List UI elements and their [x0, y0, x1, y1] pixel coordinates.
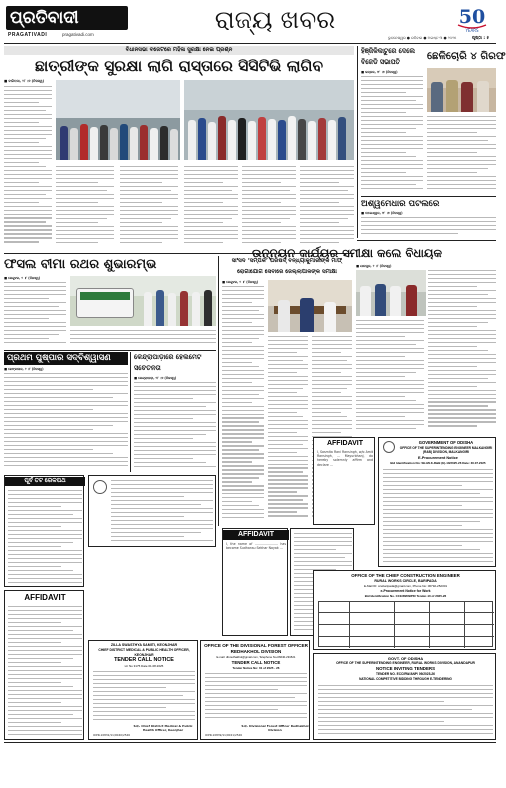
emblem-icon — [383, 441, 395, 453]
masthead — [0, 0, 500, 44]
forest-contact: E-mail: dforedhakhol@gmail.com, Telephone No-06640-291521 — [216, 655, 296, 659]
story5-byline: ■ ଢେଙ୍କାନାଳ, ୨ ।୮ (ନିଜସ୍ୱ) — [4, 367, 44, 371]
story5-body — [4, 373, 128, 470]
govt-title: GOVERNMENT OF ODISHA — [418, 440, 474, 445]
rw-title: GOVT. OF ODISHA — [387, 656, 424, 661]
cce-contact: E-Mail ID: ccebaripada@gmail.com, Phone No: 06792-252301 — [363, 584, 448, 588]
govt-eprocurement-notice — [378, 437, 496, 567]
affidavit-left-body — [8, 606, 82, 738]
forest-tender-notice — [200, 640, 310, 740]
masthead-logo — [6, 6, 128, 30]
page-number: ପୃଷ୍ଠା : ୫ — [472, 35, 490, 40]
rw-body — [318, 685, 493, 739]
story6-headline: କେନ୍ଦ୍ରାପାଡ଼ାରେ ହେଲମେଟ ସଚେତନତା — [134, 353, 202, 372]
divider-right-mid — [361, 196, 496, 197]
divider-story5-6 — [130, 352, 131, 472]
railway-title: ପୂର୍ବ ତଟ ରେଳପଥ — [5, 477, 85, 486]
forest-subtitle: TENDER CALL NOTICE — [231, 660, 281, 665]
logo-text: ପ୍ରତିବାଦୀ — [10, 8, 79, 28]
tender-body — [93, 671, 195, 723]
anniversary-label: YEARS — [465, 28, 479, 33]
divider-story4-top — [357, 240, 496, 241]
bottom-rule — [4, 742, 496, 743]
story3-body-b — [268, 336, 308, 522]
section-title: ରାଜ୍ୟ ଖବର — [214, 5, 336, 34]
district-notice-body — [111, 480, 213, 544]
mid-right-byline: ■ ବାଲେଶ୍ୱର, ୨୮ ।୭ (ନିଜସ୍ୱ) — [361, 211, 403, 215]
logo-url: pragativadi.com — [62, 32, 94, 37]
rw-body-title: NATIONAL COMPETITIVE BIDDING THROUGH E-TENDERING — [359, 677, 452, 681]
cce-title: OFFICE OF THE CHIEF CONSTRUCTION ENGINEER — [351, 573, 460, 578]
affidavit-left — [4, 590, 84, 740]
affidavit-mid — [222, 528, 288, 636]
tender-code: OIPR-10832/11/0040/2526 — [93, 733, 131, 737]
story-body-col6 — [300, 166, 354, 248]
forest-sign: Sd/- Divisional Forest Officer Redhakhol Division — [241, 724, 309, 732]
story-body-col5 — [242, 166, 296, 248]
railway-notice — [4, 475, 84, 587]
story2-photo — [70, 276, 216, 326]
affidavit-mid-body: I, the name of ....................... has become Sudhansu Sekhar Nayak ... — [226, 542, 286, 551]
tender-call-keonjhar — [88, 640, 198, 740]
logo-subtitle: PRAGATIVADI — [8, 32, 48, 38]
story-body-col2 — [56, 166, 114, 248]
mid-right-body — [361, 217, 496, 238]
story-helmet — [134, 352, 216, 472]
story-photo-crowd — [184, 80, 354, 160]
forest-ref: Tender Notice No: 01 of 2025 - 26 — [232, 666, 280, 670]
story4-byline: ■ ଯାଜପୁର, ୨ ।୮ (ନିଜସ୍ୱ) — [356, 264, 392, 268]
date-line: ଭୁବନେଶ୍ୱର ● ରବିବାର ● ଅଗଷ୍ଟ ୩ ● ୨୦୨୫ — [388, 36, 457, 40]
right-headline-b: ଛେଳିଚୋରି ୪ ଗିରଫ — [427, 51, 506, 62]
right-headline-a: ହିଞ୍ଜିଳିକାଟୁରେ ଦେଲେ ବିଜେଡି ସଭାପତି — [361, 47, 415, 66]
forest-body — [205, 673, 307, 723]
district-notice — [88, 475, 216, 547]
bottom-strip — [0, 742, 500, 788]
story-right-top — [361, 46, 506, 238]
rw-ref: TENDER NO. ECC/RW/ANP/ 09/2025-26 — [376, 672, 435, 676]
mid-right-headline: ଅଶ୍ୱମେଧାର ପଟଲରେ — [361, 199, 440, 209]
story3-byline: ■ କେନ୍ଦୁଝର, ୨ ।୮ (ନିଜସ୍ୱ) — [222, 280, 259, 284]
cce-bid: Bid Identification No. CCE/RW/BPD/ Tender-10 of 2025-26 — [364, 594, 447, 598]
forest-code: OIPR-10839/11/0021/2526 — [205, 733, 243, 737]
story4-headline: ଉନ୍ନୟନ କାର୍ଯ୍ୟର ସମୀକ୍ଷା କଲେ ବିଧାୟକ — [252, 246, 443, 260]
tender-title: TENDER CALL NOTICE — [114, 657, 174, 663]
story6-body — [134, 382, 216, 470]
tender-ref: Ltr No 3175 Date 01.08.2025 — [124, 664, 164, 668]
tender-office: CHIEF DISTRICT MEDICAL & PUBLIC HEALTH OFFICER, KEONJHAR — [98, 648, 190, 657]
story-kicker: ବିଧାନସଭା ବଜେଟରେ ମହିଳା ସୁରକ୍ଷା ନେଇ ପ୍ରଶ୍ନ — [4, 46, 354, 55]
cce-table — [318, 601, 493, 647]
divider-vertical-right — [357, 46, 358, 238]
rural-works-notice — [313, 653, 496, 740]
story3-photo — [268, 280, 352, 332]
affidavit-right — [313, 437, 375, 525]
story-crop-insurance — [4, 256, 216, 348]
cce-notice: e-Procurement Notice for Work — [380, 589, 431, 593]
anniversary-badge-icon — [452, 3, 492, 33]
govt-body — [383, 469, 493, 565]
story-headline: ଛାତ୍ରୀଙ୍କ ସୁରକ୍ଷା ଲାଗି ରାସ୍ତାରେ ସିସିଟିଭି ଲାଗିବ — [34, 57, 324, 75]
story3-headline: ସାଂସଦ ‘ସମ୍ପର୍କ’ ପରିଷଦ୍ ବନ୍ଧ୍ୟାକୁମାରୀଙ୍କ ମାଫ୍ ରୋଗାଯୋଗ ସେବାରେ ଜେଲ୍ଲାପାଳଙ୍କ ସମୀକ୍ଷା — [231, 258, 343, 275]
story2-body-a — [4, 282, 66, 346]
story-body-col1 — [4, 86, 52, 248]
rw-tender: NOTICE INVITING TENDERS — [375, 666, 436, 671]
story5-headline: ପ୍ରଥମ ପୁଷ୍ପାର ସଦ୍‌ବିଶ୍ୱାସଣ — [4, 352, 128, 365]
story-photo-group — [56, 80, 180, 160]
divider-story5-top — [4, 350, 216, 351]
affidavit-left-title: AFFIDAVIT — [24, 593, 66, 602]
story6-byline: ■ କେନ୍ଦ୍ରାପାଡ଼ା, ୨୮ ।୭ (ନିଜସ୍ୱ) — [134, 376, 177, 380]
story4-photo — [356, 270, 426, 316]
right-byline: ■ ଭଦ୍ରକ, ୨୮ ।୭ (ନିଜସ୍ୱ) — [361, 70, 398, 74]
tender-org: ZILLA SWASTHYA SAMITI, KEONJHAR — [110, 643, 178, 647]
story4-body-b — [428, 270, 496, 432]
story4-body-a — [356, 320, 424, 432]
affidavit-right-body: I, Sasmita Rani Ransingh, w/o Amit Ransingh, ... Mayurbhanj, do hereby solemnly affirm and declare ... — [317, 450, 373, 467]
story-cctv — [4, 46, 354, 252]
right-body-b — [427, 116, 496, 194]
govt-bid: Bid Identification No: SE-MLK-R&B (E)-10/2025-26 Date: 30.07.2025 — [390, 461, 486, 465]
story-byline: ■ ବାରିପଦା, ୨୮ ।୭ (ନିଜସ୍ୱ) — [4, 79, 45, 83]
affidavit-mid-title: AFFIDAVIT — [223, 530, 289, 540]
anniversary-number: 50 — [458, 6, 486, 28]
forest-title: OFFICE OF THE DIVISIONAL FOREST OFFICER REDHAKHOL DIVISION — [204, 643, 308, 654]
story-body-col4 — [184, 166, 238, 248]
affidavit-right-title: AFFIDAVIT — [326, 440, 364, 447]
cce-subtitle: RURAL WORKS CIRCLE, BARIPADA — [374, 579, 437, 583]
emblem-icon — [93, 480, 107, 494]
tender-sign: Sd/- Chief District Medical & Public Health Officer, Keonjhar — [133, 724, 193, 732]
story2-headline: ଫସଲ ବୀମା ରଥର ଶୁଭାରମ୍ଭ — [4, 257, 157, 272]
right-photo-arrested — [427, 68, 496, 112]
rw-office: OFFICE OF THE SUPERINTENDING ENGINEER, RURAL WORKS DIVISION, ANANDAPUR — [336, 661, 475, 665]
govt-office: OFFICE OF THE SUPERINTENDING ENGINEER MALKANGIRI (R&B) DIVISION, MALKANGIRI — [399, 446, 493, 455]
story3-body-a — [222, 286, 264, 522]
divider-vertical-mid — [218, 256, 219, 526]
masthead-rule — [4, 43, 496, 44]
chief-engineer-notice — [313, 570, 496, 650]
story2-byline: ■ କେନ୍ଦୁଝର, ୨ ।୮ (ନିଜସ୍ୱ) — [4, 276, 41, 280]
railway-body — [8, 490, 82, 586]
right-body-a — [361, 76, 423, 194]
story-body-col3 — [120, 166, 178, 248]
govt-subtitle: E-Procurement Notice — [418, 456, 458, 460]
story2-body-b — [70, 330, 216, 346]
story-flower — [4, 352, 128, 472]
